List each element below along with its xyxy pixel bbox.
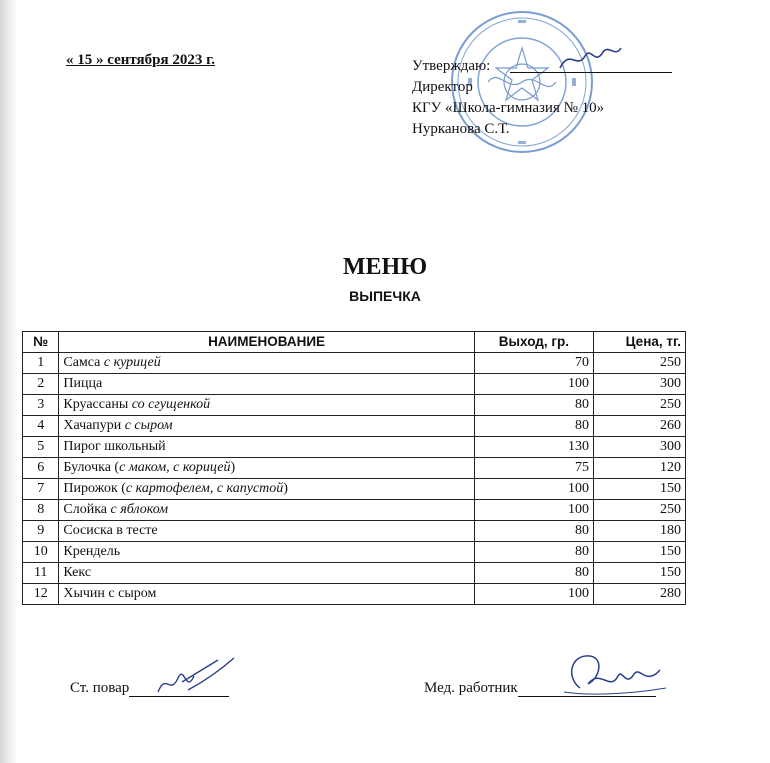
approve-organization: КГУ «Школа-гимназия № 10»	[412, 100, 605, 116]
col-header-price: Цена, тг.	[594, 332, 686, 353]
item-name: Хычин с сыром	[63, 586, 157, 601]
item-weight: 80	[474, 395, 593, 416]
item-name-tail: )	[230, 460, 236, 475]
item-name-cell	[59, 542, 474, 563]
medic-signature	[560, 648, 670, 700]
item-name-tail: )	[283, 481, 288, 496]
director-signature	[555, 38, 625, 78]
item-weight: 80	[474, 416, 593, 437]
row-number: 9	[23, 521, 59, 542]
item-name-cell	[59, 479, 474, 500]
table-row	[23, 479, 686, 500]
approve-label: Утверждаю:	[412, 58, 491, 74]
item-weight: 75	[474, 458, 593, 479]
item-name-cell	[59, 395, 474, 416]
item-name: Булочка (	[63, 460, 120, 475]
medic-label: Мед. работник	[424, 680, 518, 696]
item-name-detail: с сыром	[124, 418, 173, 433]
table-row	[23, 458, 686, 479]
table-header-row	[23, 332, 686, 353]
item-price: 120	[594, 458, 686, 479]
item-weight: 80	[474, 542, 593, 563]
row-number: 5	[23, 437, 59, 458]
item-price: 300	[594, 437, 686, 458]
menu-subtitle: ВЫПЕЧКА	[349, 288, 421, 304]
item-weight: 70	[474, 353, 593, 374]
item-name-cell	[59, 437, 474, 458]
item-name-cell	[59, 521, 474, 542]
item-price: 250	[594, 353, 686, 374]
item-name-detail: с яблоком	[110, 502, 169, 517]
item-price: 250	[594, 395, 686, 416]
item-name: Кекс	[63, 565, 92, 580]
table-row	[23, 521, 686, 542]
item-weight: 130	[474, 437, 593, 458]
menu-table	[22, 331, 686, 605]
item-name: Пицца	[63, 376, 103, 391]
item-price: 280	[594, 584, 686, 605]
table-row	[23, 542, 686, 563]
item-name: Круассаны	[63, 397, 129, 412]
item-name-cell	[59, 353, 474, 374]
item-name: Слойка	[63, 502, 107, 517]
item-name-cell	[59, 500, 474, 521]
item-price: 150	[594, 479, 686, 500]
row-number: 4	[23, 416, 59, 437]
table-row	[23, 395, 686, 416]
item-weight: 100	[474, 584, 593, 605]
item-price: 180	[594, 521, 686, 542]
item-name-cell	[59, 416, 474, 437]
item-weight: 100	[474, 479, 593, 500]
row-number: 11	[23, 563, 59, 584]
item-price: 300	[594, 374, 686, 395]
item-name: Пирожок (	[63, 481, 126, 496]
row-number: 6	[23, 458, 59, 479]
table-row	[23, 584, 686, 605]
item-weight: 100	[474, 374, 593, 395]
item-name-detail: со сгущенкой	[131, 397, 211, 412]
item-weight: 80	[474, 521, 593, 542]
item-price: 150	[594, 563, 686, 584]
approve-director-name: Нурканова С.Т.	[412, 121, 510, 137]
table-row	[23, 500, 686, 521]
row-number: 3	[23, 395, 59, 416]
item-name-detail: с маком, с корицей	[119, 460, 231, 475]
table-row	[23, 563, 686, 584]
row-number: 7	[23, 479, 59, 500]
item-name-cell	[59, 563, 474, 584]
item-name-cell	[59, 458, 474, 479]
cook-signature	[148, 652, 238, 702]
item-price: 250	[594, 500, 686, 521]
row-number: 12	[23, 584, 59, 605]
item-name: Хачапури	[63, 418, 122, 433]
table-row	[23, 374, 686, 395]
item-name: Самса	[63, 355, 101, 370]
item-name: Крендель	[63, 544, 121, 559]
table-row	[23, 437, 686, 458]
menu-title: МЕНЮ	[342, 254, 428, 280]
page-edge-shadow	[0, 0, 18, 763]
row-number: 8	[23, 500, 59, 521]
col-header-weight: Выход, гр.	[474, 332, 593, 353]
row-number: 10	[23, 542, 59, 563]
item-name: Сосиска в тесте	[63, 523, 158, 538]
item-name-cell	[59, 374, 474, 395]
item-weight: 80	[474, 563, 593, 584]
item-name-detail: с курицей	[103, 355, 161, 370]
item-name-cell	[59, 584, 474, 605]
approve-position: Директор	[412, 79, 473, 95]
col-header-number: №	[23, 332, 59, 353]
cook-label: Ст. повар	[70, 680, 130, 696]
document-date: « 15 » сентября 2023 г.	[66, 52, 216, 68]
item-price: 260	[594, 416, 686, 437]
item-name-detail: с картофелем, с капустой	[125, 481, 284, 496]
row-number: 1	[23, 353, 59, 374]
table-row	[23, 353, 686, 374]
item-name: Пирог школьный	[63, 439, 166, 454]
row-number: 2	[23, 374, 59, 395]
item-weight: 100	[474, 500, 593, 521]
table-row	[23, 416, 686, 437]
col-header-name: НАИМЕНОВАНИЕ	[59, 332, 474, 353]
item-price: 150	[594, 542, 686, 563]
